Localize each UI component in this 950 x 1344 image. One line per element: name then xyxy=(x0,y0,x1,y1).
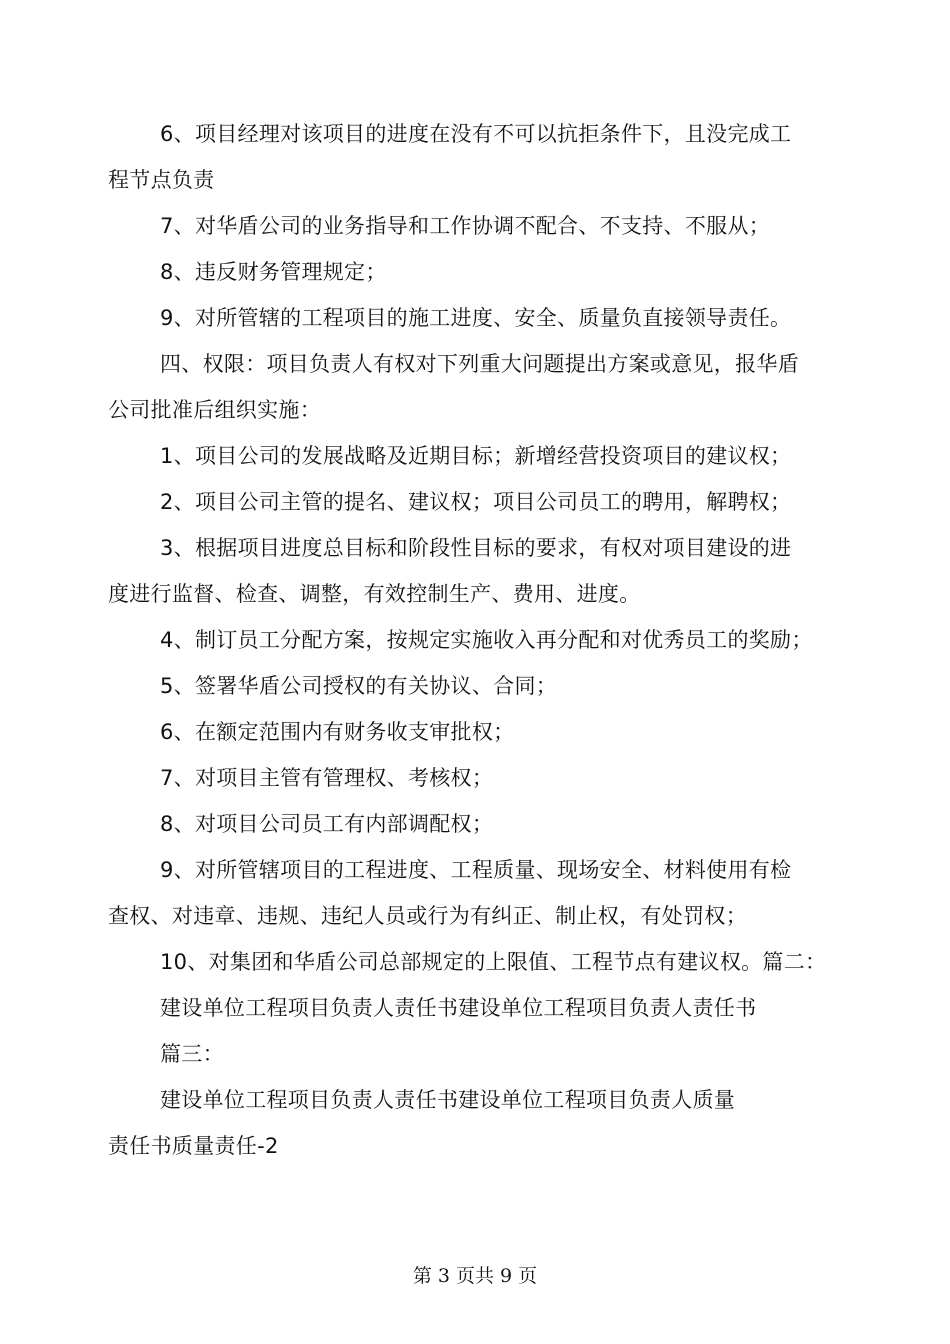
paragraph-line: 3、根据项目进度总目标和阶段性目标的要求，有权对项目建设的进 xyxy=(160,536,792,560)
paragraph-line: 8、对项目公司员工有内部调配权； xyxy=(160,812,494,836)
section-heading-line: 篇三： xyxy=(160,1042,224,1066)
paragraph-line: 6、项目经理对该项目的进度在没有不可以抗拒条件下，且没完成工 xyxy=(160,122,792,146)
paragraph-line: 公司批准后组织实施： xyxy=(108,398,321,422)
paragraph-line: 5、签署华盾公司授权的有关协议、合同； xyxy=(160,674,558,698)
paragraph-line: 10、对集团和华盾公司总部规定的上限值、工程节点有建议权。篇二： xyxy=(160,950,827,974)
paragraph-line: 7、对项目主管有管理权、考核权； xyxy=(160,766,494,790)
paragraph-line: 7、对华盾公司的业务指导和工作协调不配合、不支持、不服从； xyxy=(160,214,771,238)
page-number-footer: 第 3 页共 9 页 xyxy=(412,1265,538,1287)
paragraph-line: 度进行监督、检查、调整，有效控制生产、费用、进度。 xyxy=(108,582,641,606)
paragraph-line: 4、制订员工分配方案，按规定实施收入再分配和对优秀员工的奖励； xyxy=(160,628,813,652)
paragraph-line: 9、对所管辖项目的工程进度、工程质量、现场安全、材料使用有检 xyxy=(160,858,792,882)
paragraph-line: 1、项目公司的发展战略及近期目标；新增经营投资项目的建议权； xyxy=(160,444,792,468)
paragraph-line: 9、对所管辖的工程项目的施工进度、安全、质量负直接领导责任。 xyxy=(160,306,792,330)
paragraph-line: 8、违反财务管理规定； xyxy=(160,260,387,284)
paragraph-line: 建设单位工程项目负责人责任书建设单位工程项目负责人质量 xyxy=(160,1088,736,1112)
section-heading-line: 四、权限：项目负责人有权对下列重大问题提出方案或意见，报华盾 xyxy=(160,352,799,376)
paragraph-line: 查权、对违章、违规、违纪人员或行为有纠正、制止权，有处罚权； xyxy=(108,904,747,928)
paragraph-line: 程节点负责 xyxy=(108,168,215,192)
paragraph-line: 责任书质量责任-2 xyxy=(108,1134,279,1158)
paragraph-line: 6、在额定范围内有财务收支审批权； xyxy=(160,720,515,744)
paragraph-line: 2、项目公司主管的提名、建议权；项目公司员工的聘用，解聘权； xyxy=(160,490,792,514)
paragraph-line: 建设单位工程项目负责人责任书建设单位工程项目负责人责任书 xyxy=(160,996,757,1020)
